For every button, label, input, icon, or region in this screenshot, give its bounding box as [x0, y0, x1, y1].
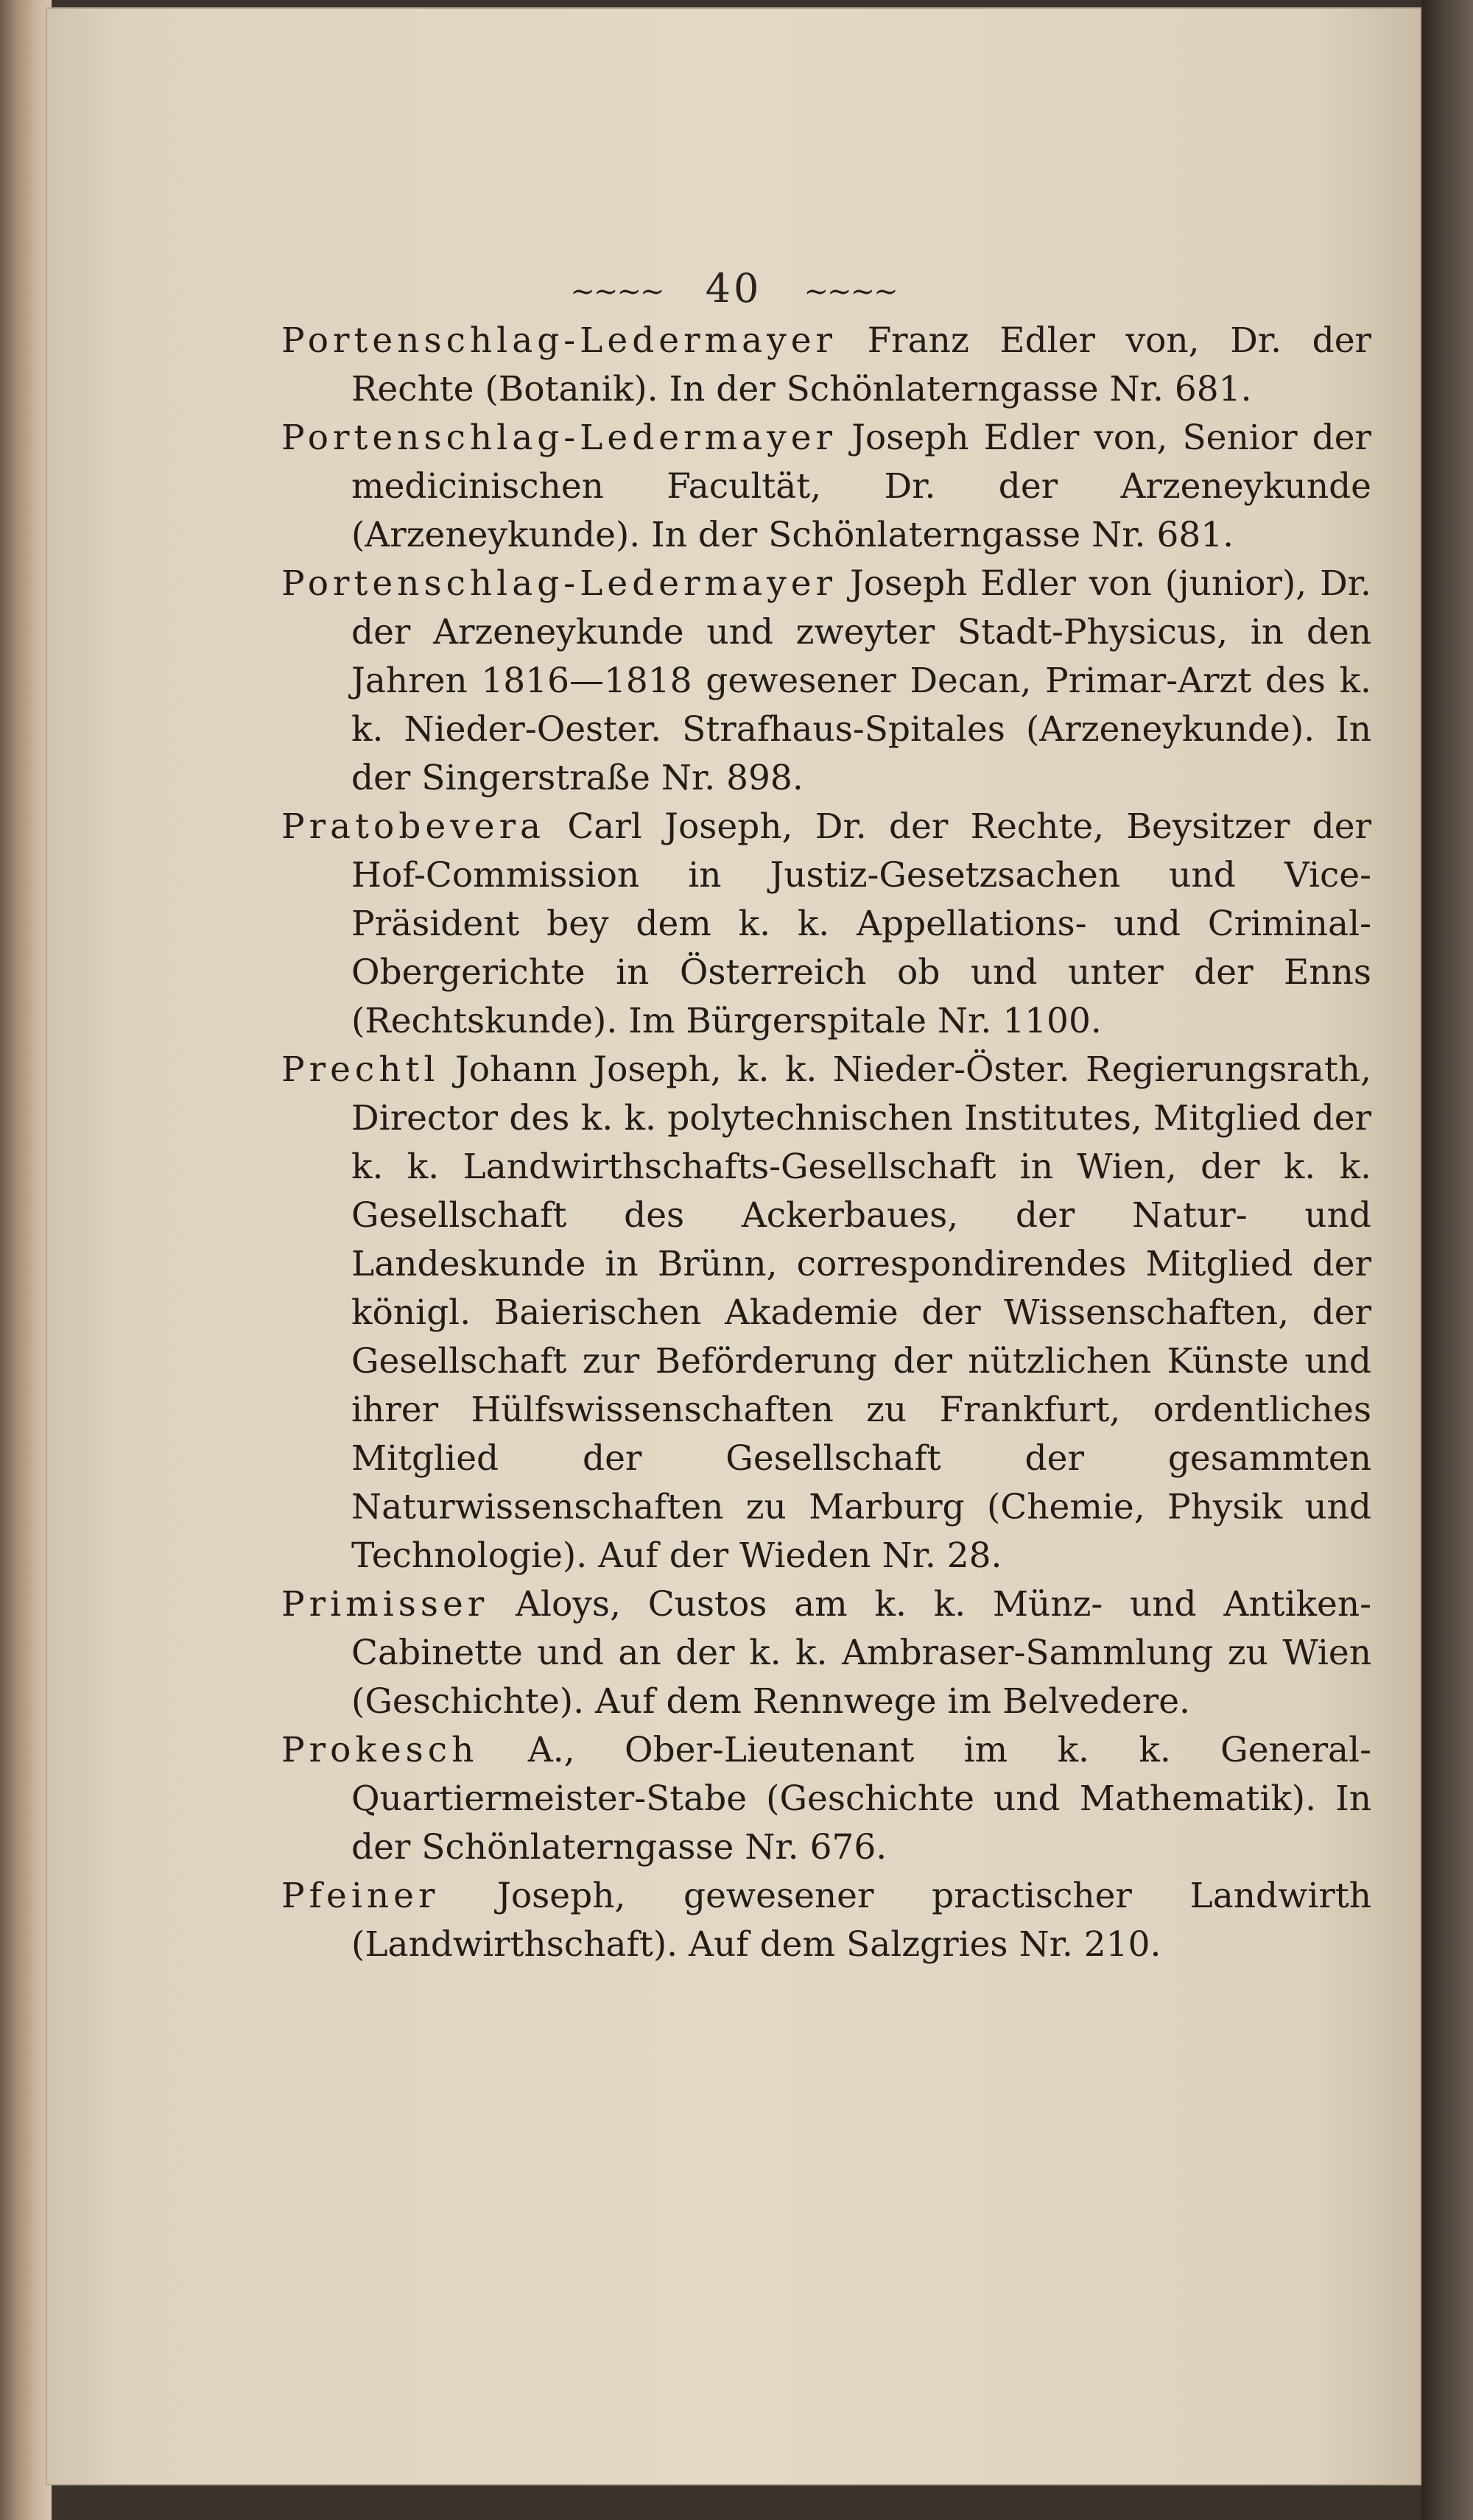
entry-name: Pratobevera — [281, 806, 546, 847]
entry-text: Aloys, Custos am k. k. Münz- und Antiken-Cabinette und an der k. k. Ambraser-Sammlung zu Wien (Geschichte). Auf dem Rennwege im Belvedere. — [351, 1584, 1371, 1722]
entry-text: Franz Edler von, Dr. der Rechte (Botanik). In der Schönlaterngasse Nr. 681. — [351, 320, 1371, 409]
list-item — [281, 1580, 1371, 1726]
entry-name: Primisser — [281, 1584, 489, 1625]
page-header — [46, 265, 1421, 312]
entry-list — [281, 317, 1371, 1969]
ornament-left: ~~~~ — [570, 275, 664, 309]
ornament-right: ~~~~ — [804, 275, 897, 309]
list-item — [281, 414, 1371, 560]
entry-name: Portenschlag-Ledermayer — [281, 563, 837, 604]
list-item — [281, 317, 1371, 414]
book-page — [46, 7, 1421, 2485]
entry-text: A., Ober-Lieutenant im k. k. General-Quartiermeister-Stabe (Geschichte und Mathematik). In der Schönlaterngasse Nr. 676. — [351, 1730, 1371, 1868]
page-number: 40 — [705, 265, 762, 312]
book-left-edge — [0, 0, 52, 2520]
entry-name: Pfeiner — [281, 1876, 440, 1916]
list-item — [281, 803, 1371, 1046]
entry-name: Portenschlag-Ledermayer — [281, 320, 837, 361]
entry-text: Joseph, gewesener practischer Landwirth (Landwirthschaft). Auf dem Salzgries Nr. 210. — [351, 1876, 1371, 1965]
list-item — [281, 1046, 1371, 1580]
list-item — [281, 1726, 1371, 1872]
entry-text: Joseph Edler von (junior), Dr. der Arzeneykunde und zweyter Stadt-Physicus, in den Jahren 1816—1818 gewesener Decan, Primar-Arzt des k. k. Nieder-Oester. Strafhaus-Spitales (Arzeneykunde). In der Singerstraße Nr. 898. — [351, 563, 1371, 798]
entry-text: Carl Joseph, Dr. der Rechte, Beysitzer der Hof-Commission in Justiz-Gesetzsachen und Vice-Präsident bey dem k. k. Appellations- und Criminal-Obergerichte in Österreich ob und unter der Enns (Rechtskunde). Im Bürgerspitale Nr. 1100. — [351, 806, 1371, 1041]
entry-text: Johann Joseph, k. k. Nieder-Öster. Regierungsrath, Director des k. k. polytechnischen Institutes, Mitglied der k. k. Landwirthschafts-Gesellschaft in Wien, der k. k. Gesellschaft des Ackerbaues, der Natur- und Landeskunde in Brünn, correspondirendes Mitglied der königl. Baierischen Akademie der Wissenschaften, der Gesellschaft zur Beförderung der nützlichen Künste und ihrer Hülfswissenschaften zu Frankfurt, ordentliches Mitglied der Gesellschaft der gesammten Naturwissenschaften zu Marburg (Chemie, Physik und Technologie). Auf der Wieden Nr. 28. — [351, 1049, 1371, 1576]
entry-name: Prechtl — [281, 1049, 440, 1090]
list-item — [281, 1872, 1371, 1969]
book-right-edge — [1421, 0, 1473, 2520]
entry-name: Portenschlag-Ledermayer — [281, 418, 837, 458]
entry-name: Prokesch — [281, 1730, 479, 1770]
entry-text: Joseph Edler von, Senior der medicinischen Facultät, Dr. der Arzeneykunde (Arzeneykunde). In der Schönlaterngasse Nr. 681. — [351, 418, 1371, 555]
list-item — [281, 560, 1371, 803]
